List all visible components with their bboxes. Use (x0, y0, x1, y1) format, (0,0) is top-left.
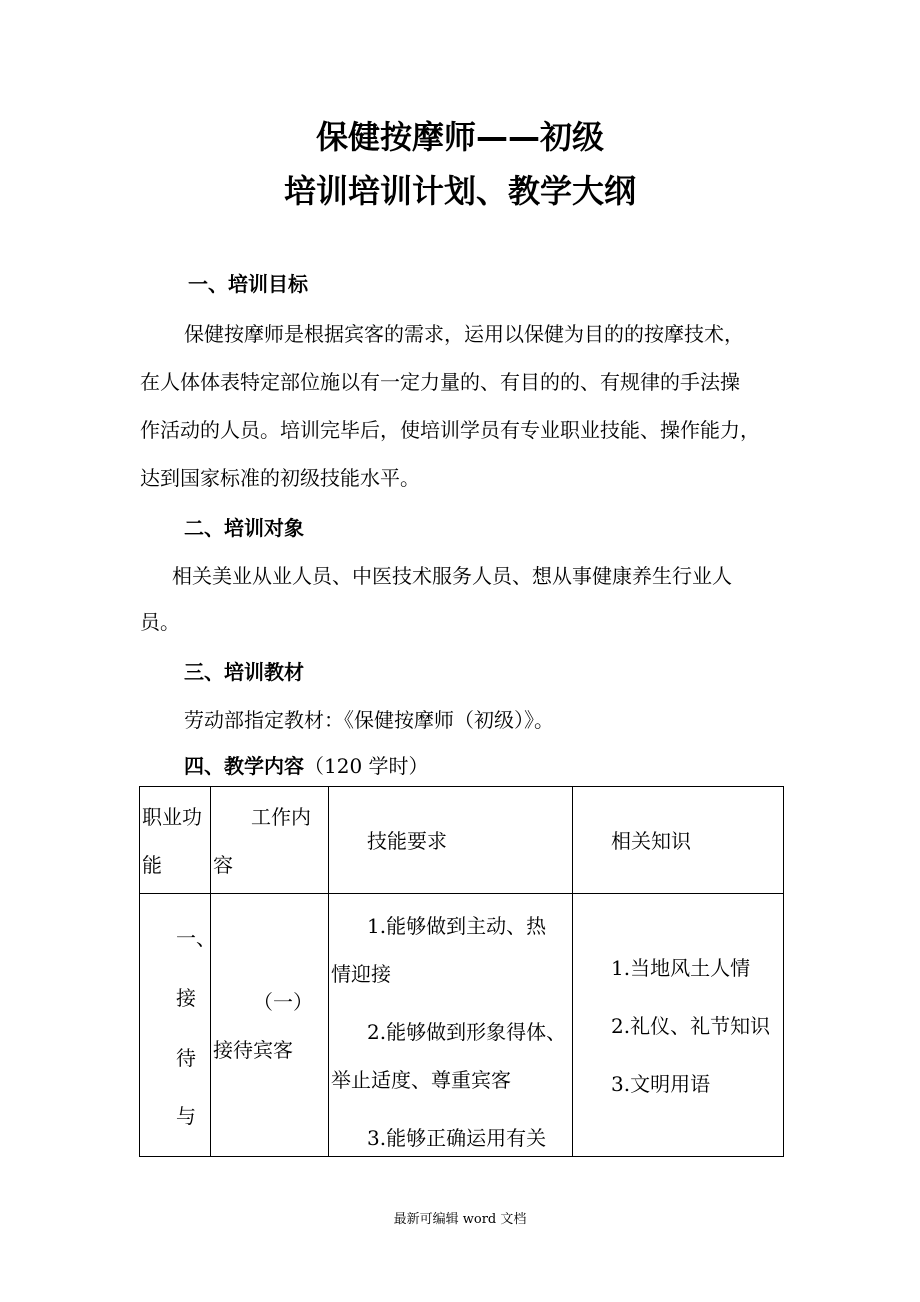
header-function-l2: 能 (142, 853, 162, 877)
table-header-row (140, 787, 784, 894)
function-char-1: 一、 (176, 926, 216, 950)
teaching-outline-table (139, 786, 784, 1157)
section-2-heading: 二、培训对象 (184, 516, 304, 540)
skill-line-2: 情迎接 (331, 962, 391, 986)
content-l1: （一） (253, 990, 313, 1014)
section-1-line-2: 在人体体表特定部位施以有一定力量的、有目的的、有规律的手法操 (140, 370, 740, 394)
section-1-heading: 一、培训目标 (188, 272, 308, 296)
header-knowledge: 相关知识 (611, 829, 691, 853)
function-char-4: 与 (176, 1104, 196, 1128)
section-4-heading-hours: （120 学时） (304, 754, 429, 778)
section-2-line-1: 相关美业从业人员、中医技术服务人员、想从事健康养生行业人 (172, 564, 732, 588)
section-3-heading: 三、培训教材 (184, 660, 304, 684)
section-4-heading-text: 四、教学内容 (184, 754, 304, 778)
title-line-2: 培训培训计划、教学大纲 (283, 172, 636, 210)
header-content-l2: 容 (213, 853, 233, 877)
knowledge-line-1: 1.当地风土人情 (611, 956, 751, 980)
header-content-l1: 工作内 (251, 805, 311, 829)
knowledge-line-2: 2.礼仪、礼节知识 (611, 1014, 771, 1038)
skill-line-4: 举止适度、尊重宾客 (331, 1068, 511, 1092)
skill-line-1: 1.能够做到主动、热 (367, 914, 547, 938)
content-l2: 接待宾客 (213, 1038, 293, 1062)
header-skills: 技能要求 (367, 829, 447, 853)
page-footer: 最新可编辑 word 文档 (393, 1212, 527, 1227)
knowledge-line-3: 3.文明用语 (611, 1072, 711, 1096)
section-1-line-4: 达到国家标准的初级技能水平。 (140, 466, 420, 490)
table-row (140, 894, 784, 1157)
function-char-3: 待 (176, 1046, 196, 1070)
section-1-line-3: 作活动的人员。培训完毕后，使培训学员有专业职业技能、操作能力， (140, 418, 760, 442)
skill-line-5: 3.能够正确运用有关 (367, 1126, 547, 1150)
section-3-line-1: 劳动部指定教材：《保健按摩师（初级）》。 (184, 708, 554, 732)
header-function-l1: 职业功 (142, 805, 202, 829)
skill-line-3: 2.能够做到形象得体、 (367, 1020, 567, 1044)
function-char-2: 接 (176, 986, 196, 1010)
title-line-1: 保健按摩师——初级 (315, 118, 604, 156)
section-4-heading (184, 750, 429, 779)
section-2-line-2: 员。 (140, 610, 180, 634)
section-1-line-1: 保健按摩师是根据宾客的需求，运用以保健为目的的按摩技术， (184, 322, 744, 346)
